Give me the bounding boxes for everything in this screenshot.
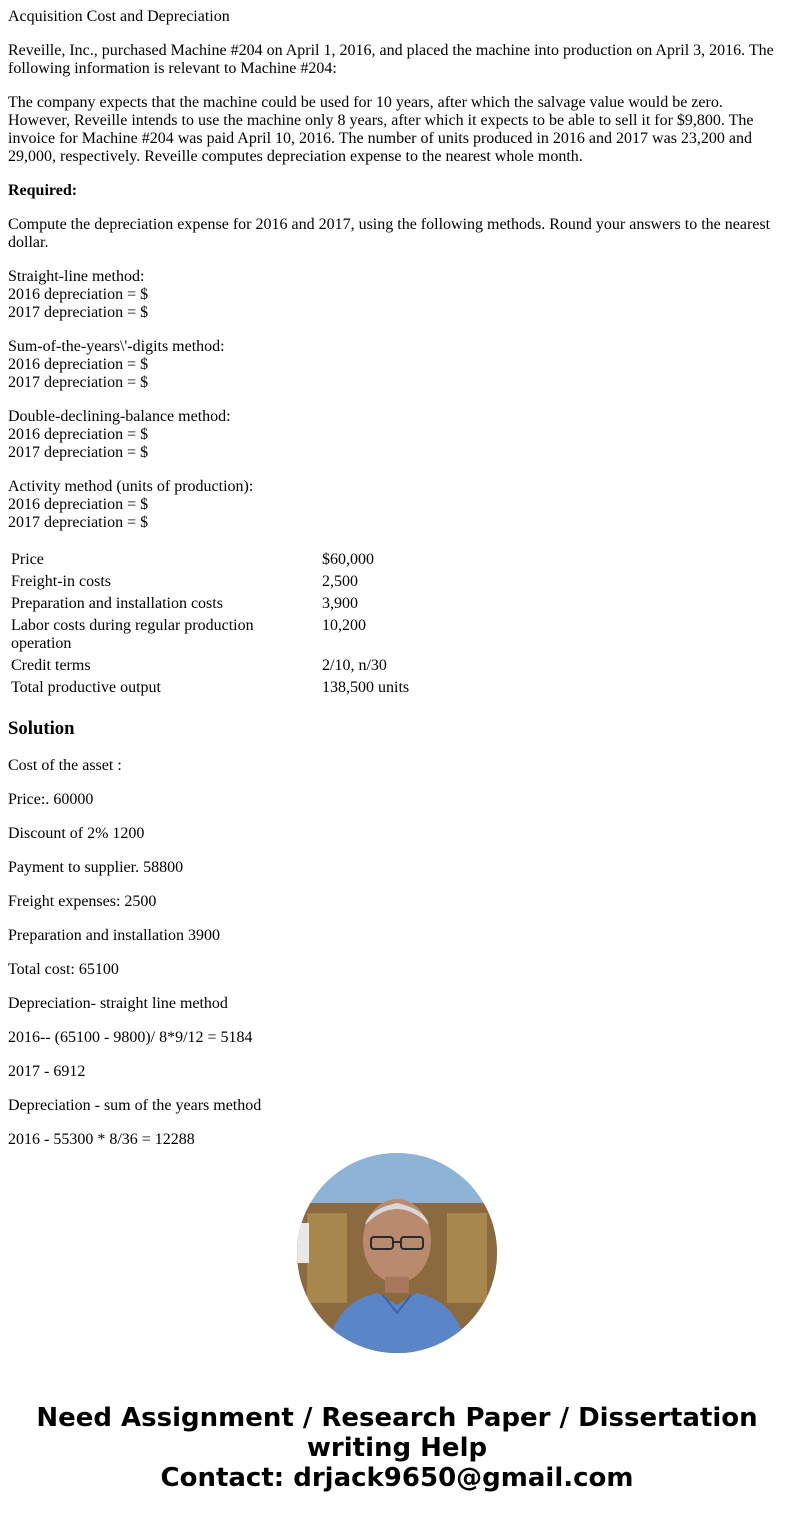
table-row (10, 550, 410, 570)
question-details: The company expects that the machine could be used for 10 years, after which the salvage value would be zero. However, Reveille intends to use the machine only 8 years, after which it expects to be able to sell it for $9,800. The invoice for Machine #204 was paid April 10, 2016. The number of units produced in 2016 and 2017 was 23,200 and 29,000, respectively. Reveille computes depreciation expense to the nearest whole month. (8, 94, 754, 165)
method-name: Activity method (units of production): (8, 478, 254, 495)
promo-line: writing Help (306, 1433, 488, 1463)
solution-line: Discount of 2% 1200 (8, 825, 145, 842)
promo-line: Need Assignment / Research Paper / Dissertation (36, 1403, 758, 1433)
avatar (297, 1153, 497, 1353)
avatar-portrait-icon (297, 1153, 497, 1353)
method-line-2017: 2017 depreciation = $ (8, 374, 149, 391)
table-row (10, 656, 410, 676)
table-cell-label: Credit terms (11, 657, 91, 674)
solution-line: Price:. 60000 (8, 791, 94, 808)
solution-line: Payment to supplier. 58800 (8, 859, 184, 876)
solution-line: 2016 - 55300 * 8/36 = 12288 (8, 1131, 195, 1144)
table-cell-value: 2/10, n/30 (322, 657, 387, 674)
method-straight-line (8, 268, 786, 322)
method-line-2017: 2017 depreciation = $ (8, 304, 149, 321)
table-row (10, 572, 410, 592)
table-cell-value: 10,200 (322, 617, 366, 634)
table-cell-label: Freight-in costs (11, 573, 111, 590)
table-row (10, 616, 410, 654)
solution-line: Freight expenses: 2500 (8, 893, 157, 910)
table-cell-label: Labor costs during regular production operation (11, 617, 254, 652)
promo-contact: Contact: drjack9650@gmail.com (160, 1463, 634, 1493)
solution-line: Depreciation - sum of the years method (8, 1097, 262, 1114)
required-label: Required: (8, 182, 78, 199)
solution-line: Total cost: 65100 (8, 961, 119, 978)
solution-body (8, 740, 786, 1144)
table-cell-value: 3,900 (322, 595, 358, 612)
machine-info-table (8, 548, 412, 700)
solution-heading: Solution (8, 718, 75, 739)
table-row (10, 678, 410, 698)
method-line-2017: 2017 depreciation = $ (8, 444, 149, 461)
solution-line: Preparation and installation 3900 (8, 927, 220, 944)
table-cell-value: 2,500 (322, 573, 358, 590)
table-cell-value: $60,000 (322, 551, 374, 568)
question-instruction: Compute the depreciation expense for 2016 and 2017, using the following methods. Round your answers to the nearest dollar. (8, 216, 771, 251)
method-activity (8, 478, 786, 532)
table-cell-label: Preparation and installation costs (11, 595, 223, 612)
table-cell-label: Total productive output (11, 679, 161, 696)
table-cell-label: Price (11, 551, 44, 568)
method-line-2016: 2016 depreciation = $ (8, 356, 149, 373)
question-content (8, 0, 786, 1144)
solution-line: Depreciation- straight line method (8, 995, 228, 1012)
question-intro: Reveille, Inc., purchased Machine #204 on April 1, 2016, and placed the machine into production on April 3, 2016. The following information is relevant to Machine #204: (8, 42, 774, 77)
method-double-declining (8, 408, 786, 462)
method-line-2016: 2016 depreciation = $ (8, 496, 149, 513)
method-line-2016: 2016 depreciation = $ (8, 426, 149, 443)
solution-line: 2016-- (65100 - 9800)/ 8*9/12 = 5184 (8, 1029, 253, 1046)
method-line-2016: 2016 depreciation = $ (8, 286, 149, 303)
method-name: Straight-line method: (8, 268, 145, 285)
method-name: Double-declining-balance method: (8, 408, 231, 425)
table-row (10, 594, 410, 614)
promo-banner (0, 1403, 794, 1493)
method-line-2017: 2017 depreciation = $ (8, 514, 149, 531)
solution-line: 2017 - 6912 (8, 1063, 86, 1080)
method-name: Sum-of-the-years\'-digits method: (8, 338, 225, 355)
solution-line: Cost of the asset : (8, 757, 122, 774)
question-title: Acquisition Cost and Depreciation (8, 8, 230, 25)
method-sum-of-years (8, 338, 786, 392)
table-cell-value: 138,500 units (322, 679, 410, 696)
